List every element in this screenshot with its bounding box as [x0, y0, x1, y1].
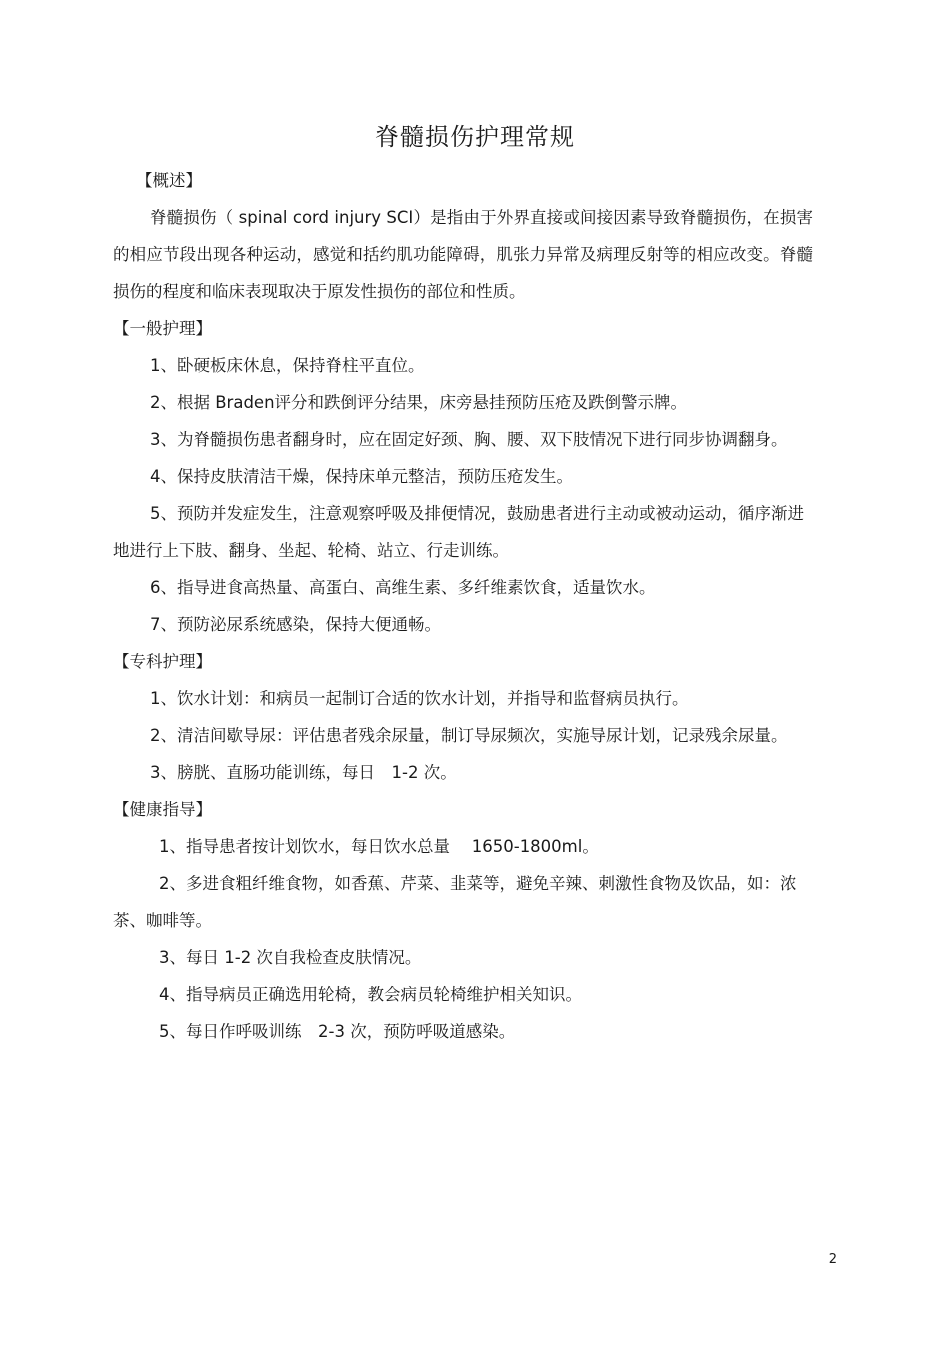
section-heading-overview: 【概述】 [136, 171, 202, 190]
general-care-item: 6、指导进食高热量、高蛋白、高维生素、多纤维素饮食，适量饮水。 [150, 578, 656, 597]
specialist-care-item: 2、清洁间歇导尿：评估患者残余尿量，制订导尿频次，实施导尿计划，记录残余尿量。 [150, 726, 788, 745]
specialist-care-item: 1、饮水计划：和病员一起制订合适的饮水计划，并指导和监督病员执行。 [150, 689, 689, 708]
overview-paragraph: 脊髓损伤（ spinal cord injury SCI）是指由于外界直接或间接因素导致脊髓损伤，在损害的相应节段出现各种运动，感觉和括约肌功能障碍，肌张力异常及病理反射等的相应改变。脊髓损伤的程度和临床表现取决于原发性损伤的部位和性质。 [113, 208, 813, 301]
general-care-item: 2、根据 Braden评分和跌倒评分结果，床旁悬挂预防压疮及跌倒警示牌。 [150, 393, 688, 412]
health-guidance-item: 5、每日作呼吸训练 2-3 次，预防呼吸道感染。 [159, 1022, 516, 1041]
general-care-item: 3、为脊髓损伤患者翻身时，应在固定好颈、胸、腰、双下肢情况下进行同步协调翻身。 [150, 430, 788, 449]
page-title: 脊髓损伤护理常规 [375, 123, 575, 151]
section-heading-general-care: 【一般护理】 [113, 319, 212, 338]
general-care-item: 7、预防泌尿系统感染，保持大便通畅。 [150, 615, 441, 634]
health-guidance-item: 1、指导患者按计划饮水，每日饮水总量 1650-1800ml。 [159, 837, 599, 856]
document-body [113, 162, 813, 1050]
section-heading-health-guidance: 【健康指导】 [113, 800, 212, 819]
general-care-item: 5、预防并发症发生，注意观察呼吸及排便情况，鼓励患者进行主动或被动运动，循序渐进地进行上下肢、翻身、坐起、轮椅、站立、行走训练。 [113, 504, 804, 560]
section-heading-specialist-care: 【专科护理】 [113, 652, 212, 671]
health-guidance-item: 4、指导病员正确选用轮椅，教会病员轮椅维护相关知识。 [159, 985, 582, 1004]
specialist-care-item: 3、膀胱、直肠功能训练，每日 1-2 次。 [150, 763, 457, 782]
health-guidance-item: 3、每日 1-2 次自我检查皮肤情况。 [159, 948, 422, 967]
general-care-item: 4、保持皮肤清洁干燥，保持床单元整洁，预防压疮发生。 [150, 467, 573, 486]
general-care-item: 1、卧硬板床休息，保持脊柱平直位。 [150, 356, 425, 375]
page-number: 2 [828, 1252, 837, 1267]
health-guidance-item: 2、多进食粗纤维食物，如香蕉、芹菜、韭菜等，避免辛辣、刺激性食物及饮品，如：浓茶、咖啡等。 [113, 874, 797, 930]
